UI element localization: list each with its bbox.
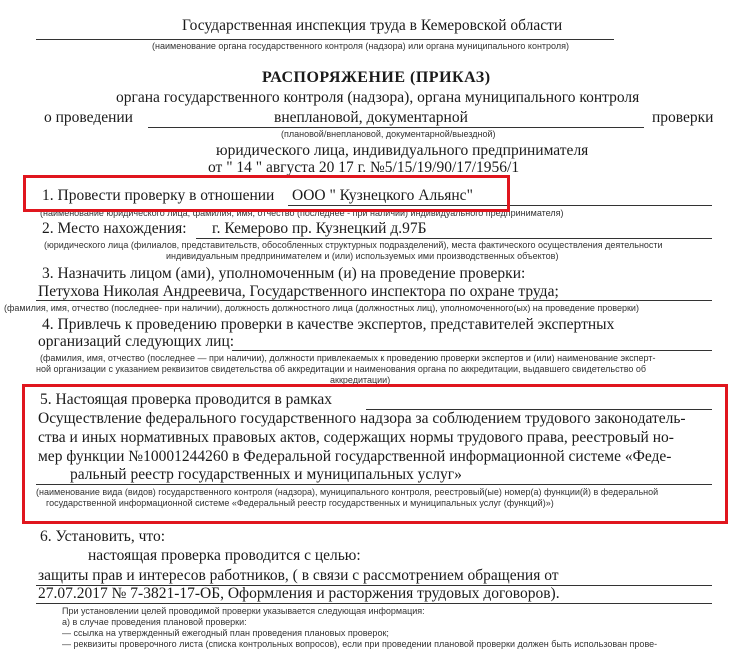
item-5-caption-2: государственной информационной системе «Федеральный реестр государственных и муниципальных услуг (функций)») xyxy=(46,498,554,508)
item-6-note-1: При установлении целей проводимой проверки указывается следующая информация: xyxy=(62,606,425,616)
item-2-caption-1: (юридического лица (филиалов, представительств, обособленных структурных подразделений), места фактического осуществления деятельности xyxy=(44,240,663,250)
title-line-2-prefix: о проведении xyxy=(44,109,133,126)
document-title: РАСПОРЯЖЕНИЕ (ПРИКАЗ) xyxy=(262,69,491,86)
title-line-2-suffix: проверки xyxy=(652,109,714,126)
underline xyxy=(148,127,644,128)
item-4-line-1: 4. Привлечь к проведению проверки в качестве экспертов, представителей экспертных xyxy=(42,316,615,333)
item-6-label: 6. Установить, что: xyxy=(40,528,166,545)
highlight-box-item-5 xyxy=(22,384,728,524)
item-4-caption-2: ной организации с указанием реквизитов свидетельства об аккредитации и наименования органа по аккредитации, выдавшего свидетельство об xyxy=(36,364,647,374)
item-4-line-2: организаций следующих лиц: xyxy=(38,333,235,350)
item-2-caption-2: индивидуальным предпринимателем и (или) используемых ими производственных объектов) xyxy=(166,251,559,261)
underline xyxy=(36,39,614,40)
underline xyxy=(196,238,712,239)
item-3-label: 3. Назначить лицом (ами), уполномоченным (и) на проведение проверки: xyxy=(42,265,526,282)
item-1-entity: ООО " Кузнецкого Альянс" xyxy=(292,187,473,204)
underline xyxy=(36,603,712,604)
item-2-label: 2. Место нахождения: xyxy=(42,220,187,237)
item-6-line-3: 27.07.2017 № 7-3821-17-ОБ, Оформления и расторжения трудовых договоров). xyxy=(38,585,560,602)
item-4-caption-3: аккредитации) xyxy=(330,375,391,385)
underline xyxy=(36,300,712,301)
highlight-box-item-1 xyxy=(23,175,510,212)
item-1-caption: (наименование юридического лица, фамилия, имя, отчество (последнее - при наличии) индивидуального предпринимателя) xyxy=(40,208,564,218)
check-type-caption: (плановой/внеплановой, документарной/выездной) xyxy=(281,129,496,139)
item-5-label: 5. Настоящая проверка проводится в рамках xyxy=(40,391,333,408)
item-3-caption: (фамилия, имя, отчество (последнее- при наличии), должность должностного лица (должностных лиц), уполномоченного(ых) на проведение проверки) xyxy=(4,303,639,313)
item-5-line-3: мер функции №10001244260 в Федеральной государственной информационной системе «Феде- xyxy=(38,448,672,465)
title-line-3: юридического лица, индивидуального предпринимателя xyxy=(216,142,589,159)
item-6-line-1: настоящая проверка проводится с целью: xyxy=(88,547,361,564)
item-5-line-2: ства и иных нормативных правовых актов, содержащих нормы трудового права, реестровый но- xyxy=(38,429,674,446)
item-5-caption-1: (наименование вида (видов) государственного контроля (надзора), муниципального контроля, реестровый(ые) номер(а) функции(й) в федеральной xyxy=(36,487,659,497)
item-6-note-2: а) в случае проведения плановой проверки: xyxy=(62,617,247,627)
item-1-label: 1. Провести проверку в отношении xyxy=(42,187,275,204)
check-type-value: внеплановой, документарной xyxy=(274,109,468,126)
item-4-caption-1: (фамилия, имя, отчество (последнее — при наличии), должности привлекаемых к проведению проверки экспертов и (или) наименование эксперт- xyxy=(40,353,656,363)
underline xyxy=(232,350,712,351)
order-date-number: от " 14 " августа 20 17 г. №5/15/19/90/17/1956/1 xyxy=(208,159,520,176)
item-3-value: Петухова Николая Андреевича, Государственного инспектора по охране труда; xyxy=(38,283,559,300)
title-line-1: органа государственного контроля (надзора), органа муниципального контроля xyxy=(116,89,640,106)
organization-caption: (наименование органа государственного контроля (надзора) или органа муниципального контроля) xyxy=(152,41,569,51)
item-5-line-4: ральный реестр государственных и муниципальных услуг» xyxy=(70,466,462,483)
item-2-value: г. Кемерово пр. Кузнецкий д.97Б xyxy=(212,220,427,237)
organization-name: Государственная инспекция труда в Кемеровской области xyxy=(182,17,563,34)
item-6-line-2: защиты прав и интересов работников, ( в связи с рассмотрением обращения от xyxy=(38,567,559,584)
item-6-note-4: — реквизиты проверочного листа (списка контрольных вопросов), если при проведении плановой проверки должен быть использован прове- xyxy=(62,639,658,649)
item-6-note-3: — ссылка на утвержденный ежегодный план проведения плановых проверок; xyxy=(62,628,389,638)
item-5-line-1: Осуществление федерального государственного надзора за соблюдением трудового законодатель- xyxy=(38,410,686,427)
